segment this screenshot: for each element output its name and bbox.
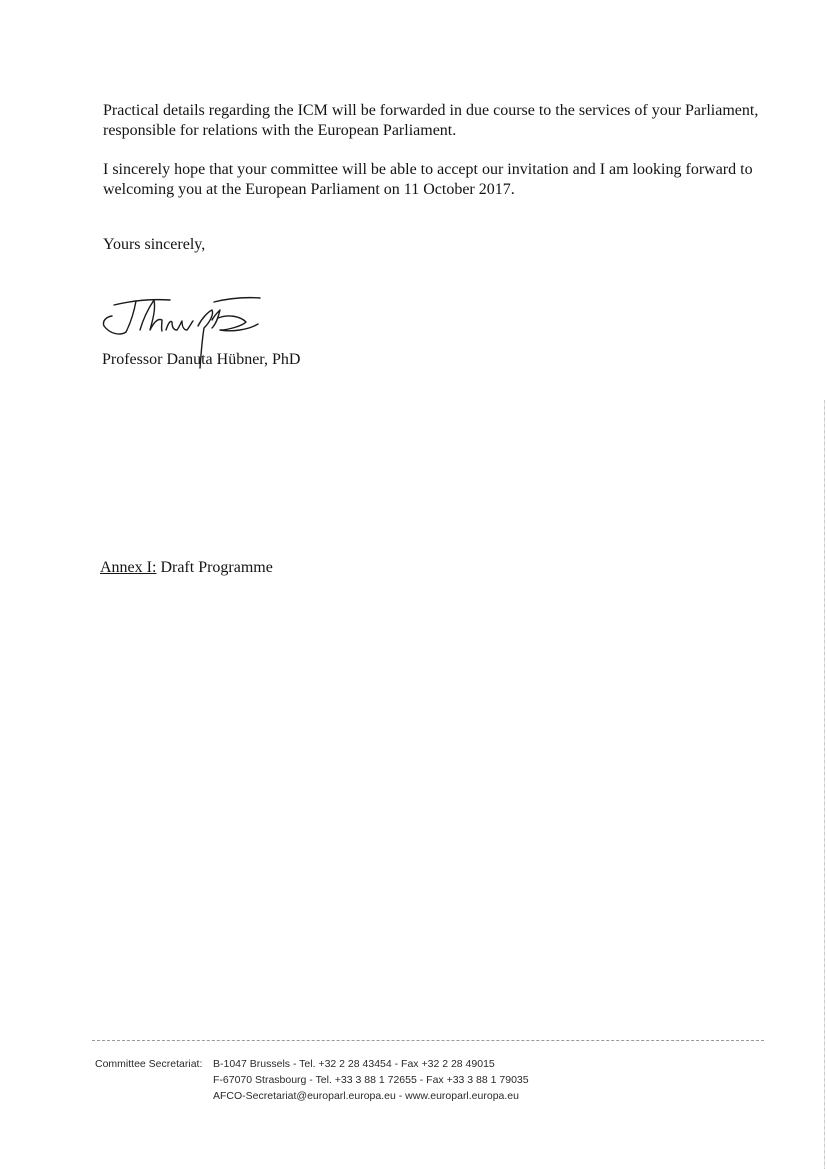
footer-strasbourg-line: F-67070 Strasbourg - Tel. +33 3 88 1 72655 - Fax +33 3 88 1 79035 [213,1074,529,1086]
letter-paragraph-invitation: I sincerely hope that your committee will be able to accept our invitation and I am looking forward to welcoming you at the European Parliament on 11 October 2017. [103,161,753,198]
letter-closing: Yours sincerely, [103,236,206,253]
letter-paragraph-practical-details: Practical details regarding the ICM will be forwarded in due course to the services of your Parliament, responsible for relations with the European Parliament. [103,102,759,139]
annex-title: Draft Programme [156,559,273,576]
footer-email-web-line: AFCO-Secretariat@europarl.europa.eu - www.europarl.europa.eu [213,1090,519,1102]
annex-reference [100,558,273,578]
annex-label: Annex I: [100,559,157,576]
scan-page-edge [824,400,825,1169]
footer-divider [92,1040,764,1041]
footer-contact-lines [213,1056,529,1104]
footer-label: Committee Secretariat: [95,1058,203,1070]
signer-name: Professor Danuta Hübner, PhD [102,351,301,368]
footer-brussels-line: B-1047 Brussels - Tel. +32 2 28 43454 - Fax +32 2 28 49015 [213,1058,495,1070]
